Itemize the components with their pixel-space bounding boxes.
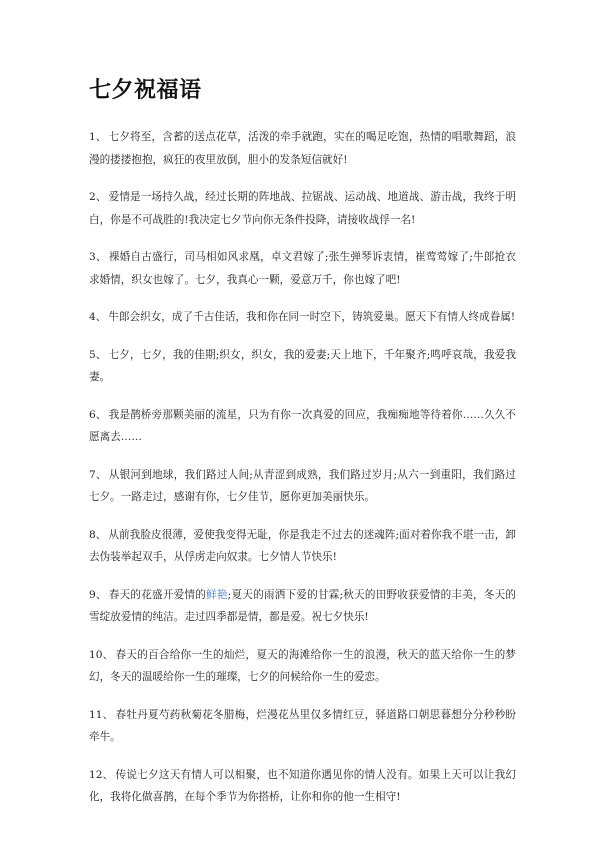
list-item — [89, 344, 516, 389]
item-number: 2、 — [89, 191, 107, 203]
item-number: 11、 — [89, 708, 114, 721]
item-text: 从前我脸皮很薄，爱使我变得无耻，你是我走不过去的迷魂阵;面对着你我不堪一击，卸去伪装举起双手，从俘虏走向奴隶。七夕情人节快乐! — [89, 528, 516, 563]
item-text: 七夕将至，含蓄的送点花草，活泼的牵手就跑，实在的喝足吃饱，热情的唱歌舞蹈，浪漫的搂搂抱抱，疯狂的夜里放倒，胆小的发条短信就好! — [89, 131, 517, 166]
item-text-after: ;夏天的雨洒下爱的甘霖;秋天的田野收获爱情的丰美，冬天的雪绽放爱情的纯洁。走过四季都是情，都是爱。祝七夕快乐! — [89, 588, 517, 623]
list-item — [89, 524, 516, 569]
item-text: 我是鹊桥旁那颗美丽的流星，只为有你一次真爱的回应，我痴痴地等待着你……久久不愿离去…… — [89, 408, 516, 443]
list-item — [89, 404, 516, 449]
item-text: 传说七夕这天有情人可以相聚，也不知道你遇见你的情人没有。如果上天可以让我幻化，我将化做喜鹊，在每个季节为你搭桥，让你和你的他一生相守! — [89, 768, 516, 803]
item-number: 4、 — [89, 311, 107, 323]
list-item — [89, 186, 516, 231]
item-text: 爱情是一场持久战，经过长期的阵地战、拉锯战、运动战、地道战、游击战，我终于明白，你是不可战胜的!我决定七夕节向你无条件投降，请接收战俘一名! — [89, 191, 517, 226]
item-number: 1、 — [89, 131, 107, 143]
item-number: 9、 — [89, 588, 107, 601]
item-number: 6、 — [89, 408, 107, 421]
list-item — [89, 246, 516, 291]
item-number: 7、 — [89, 468, 107, 481]
item-text: 裸婚自古盛行，司马相如风求凰，卓文君嫁了;张生弹琴诉衷情，崔莺莺嫁了;牛郎抢衣求婚情，织女也嫁了。七夕，我真心一颗，爱意万千，你也嫁了吧! — [89, 251, 516, 286]
item-text: 春牡丹夏芍药秋菊花冬腊梅，烂漫花丛里仅多情红豆，驿道路口朝思暮想分分秒秒盼牵牛。 — [89, 708, 516, 743]
highlighted-word: 鲜艳 — [206, 588, 228, 601]
item-text: 从银河到地球，我们路过人间;从青涩到成熟，我们路过岁月;从六一到重阳，我们路过七夕。一路走过，感谢有你，七夕佳节，愿你更加美丽快乐。 — [89, 468, 516, 503]
item-number: 3、 — [89, 251, 107, 263]
list-item — [89, 464, 516, 509]
list-item — [89, 764, 516, 809]
item-number: 12、 — [89, 768, 114, 781]
list-item — [89, 644, 516, 689]
item-text: 牛郎会织女，成了千古佳话，我和你在同一时空下，铸筑爱巢。愿天下有情人终成眷属! — [108, 311, 516, 323]
item-number: 5、 — [89, 348, 107, 361]
blessing-list — [89, 126, 516, 809]
item-text-before: 春天的花盛开爱情的 — [108, 588, 207, 601]
item-text: 七夕，七夕，我的佳期;织女，织女，我的爱妻;天上地下，千年聚齐;鸣呼哀哉，我爱我妻。 — [89, 348, 516, 383]
list-item — [89, 306, 516, 329]
list-item — [89, 126, 516, 171]
item-number: 8、 — [89, 528, 107, 541]
item-number: 10、 — [89, 648, 114, 661]
document-title: 七夕祝福语 — [89, 77, 202, 103]
list-item — [89, 704, 516, 749]
item-text: 春天的百合给你一生的灿烂，夏天的海滩给你一生的浪漫，秋天的蓝天给你一生的梦幻，冬天的温暖给你一生的璀璨，七夕的问候给你一生的爱恋。 — [89, 648, 516, 683]
list-item — [89, 584, 516, 629]
